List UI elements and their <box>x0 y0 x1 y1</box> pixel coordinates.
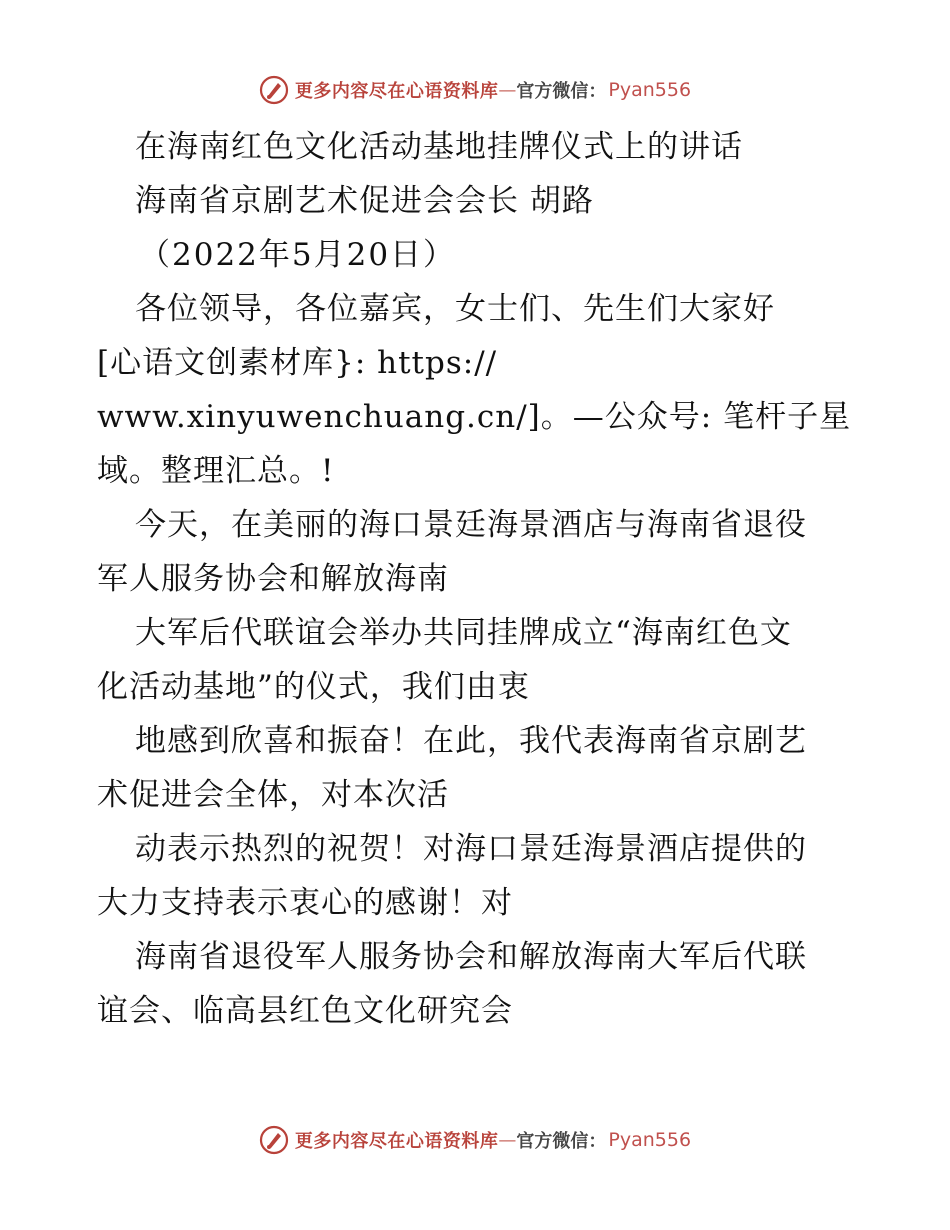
source-line-1: [心语文创素材库}: https:// <box>97 345 498 381</box>
banner-title: 更多内容尽在心语资料库 <box>294 1131 499 1152</box>
greeting-line: 各位领导，各位嘉宾，女士们、先生们大家好 <box>135 291 775 327</box>
paragraph-line: 今天，在美丽的海口景廷海景酒店与海南省退役 <box>135 507 807 543</box>
paragraph-line: 海南省退役军人服务协会和解放海南大军后代联 <box>135 939 807 975</box>
paragraph-line: 军人服务协会和解放海南 <box>97 561 449 597</box>
banner-wechat-id: Pyan556 <box>608 1129 692 1151</box>
banner-wechat-id: Pyan556 <box>608 79 692 101</box>
paragraph-line: 术促进会全体，对本次活 <box>97 777 449 813</box>
date-line: （2022年5月20日） <box>139 237 457 273</box>
banner-title: 更多内容尽在心语资料库 <box>294 81 499 102</box>
document-title: 在海南红色文化活动基地挂牌仪式上的讲话 <box>135 129 743 165</box>
footer-banner <box>0 1120 950 1160</box>
source-line-2: www.xinyuwenchuang.cn/]。—公众号: 笔杆子星 <box>97 399 852 435</box>
banner-dash: — <box>498 79 517 101</box>
speaker-line: 海南省京剧艺术促进会会长 胡路 <box>135 183 594 219</box>
paragraph-line: 谊会、临高县红色文化研究会 <box>97 993 513 1029</box>
source-line-3: 域。整理汇总。! <box>97 453 335 489</box>
document-body <box>97 120 857 1038</box>
pen-nib-icon <box>259 1125 289 1155</box>
banner-wechat-label: 官方微信： <box>516 81 607 102</box>
paragraph-line: 动表示热烈的祝贺！对海口景廷海景酒店提供的 <box>135 831 807 867</box>
header-banner <box>0 70 950 110</box>
banner-wechat-label: 官方微信： <box>516 1131 607 1152</box>
paragraph-line: 化活动基地”的仪式，我们由衷 <box>97 669 530 705</box>
pen-nib-icon <box>259 75 289 105</box>
paragraph-line: 大军后代联谊会举办共同挂牌成立“海南红色文 <box>135 615 792 651</box>
paragraph-line: 地感到欣喜和振奋！在此，我代表海南省京剧艺 <box>135 723 807 759</box>
banner-dash: — <box>498 1129 517 1151</box>
paragraph-line: 大力支持表示衷心的感谢！对 <box>97 885 513 921</box>
